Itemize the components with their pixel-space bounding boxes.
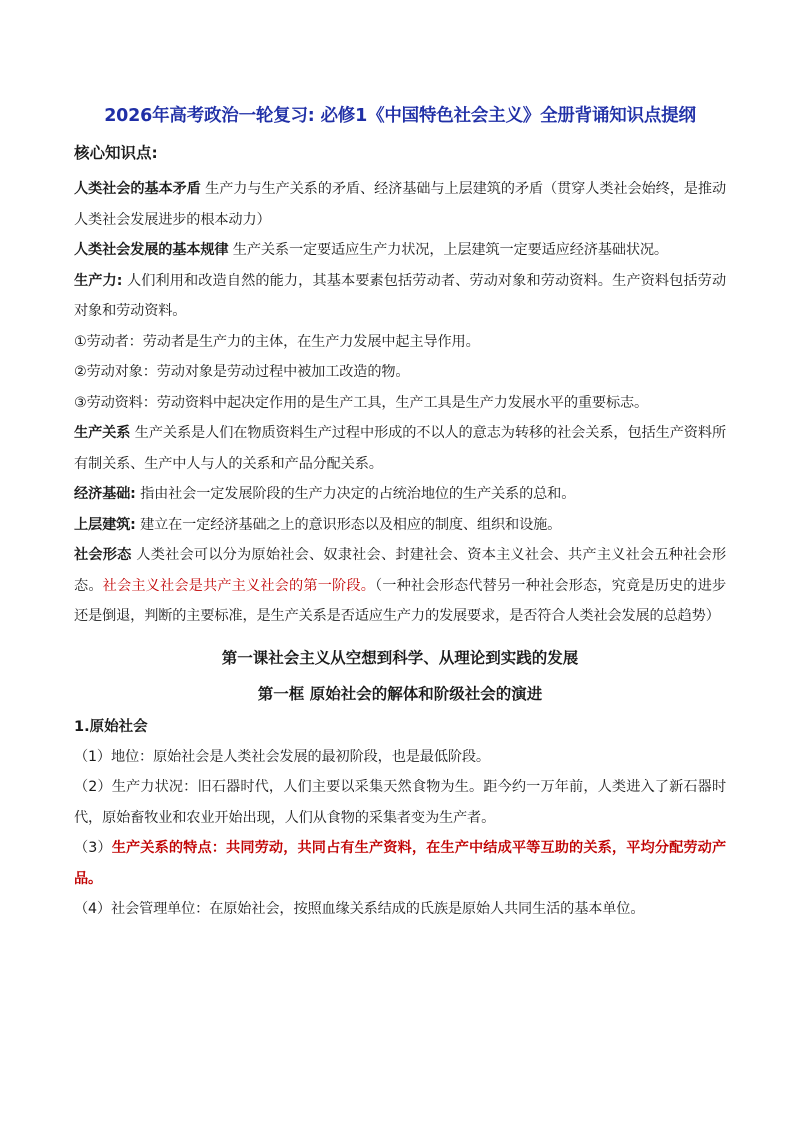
text-social-formation-emphasis: 社会主义社会是共产主义社会的第一阶段。 xyxy=(102,577,376,594)
text-basic-contradiction: 生产力与生产关系的矛盾、经济基础与上层建筑的矛盾（贯穿人类社会始终，是推动人类社会发展进步的根本动力） xyxy=(74,181,726,228)
text-superstructure: 建立在一定经济基础之上的意识形态以及相应的制度、组织和设施。 xyxy=(140,516,562,533)
paragraph-economic-base xyxy=(74,479,726,510)
text-productivity: 人们利用和改造自然的能力，其基本要素包括劳动者、劳动对象和劳动资料。生产资料包括劳动对象和劳动资料。 xyxy=(74,272,726,319)
term-social-formation: 社会形态 xyxy=(74,547,132,563)
lesson-heading: 第一课社会主义从空想到科学、从理论到实践的发展 xyxy=(221,648,579,667)
paragraph-production-relations xyxy=(74,418,726,479)
term-superstructure: 上层建筑: xyxy=(74,516,136,533)
paragraph-productivity xyxy=(74,266,726,327)
paragraph-basic-law xyxy=(74,235,726,266)
core-knowledge-heading: 核心知识点: xyxy=(74,144,158,162)
text-social-formation-2: （一种社会形态代替另一种社会形态，究竟是历史的进步还是倒退，判断的主要标准，是生产关系是否适应生产力的发展要求，是否符合人类社会发展的总趋势） xyxy=(74,577,726,624)
paragraph-management-unit: （4）社会管理单位：在原始社会，按照血缘关系结成的氏族是原始人共同生活的基本单位。 xyxy=(74,901,645,917)
section-heading-primitive-society: 1.原始社会 xyxy=(74,718,148,735)
paragraph-status: （1）地位：原始社会是人类社会发展的最初阶段，也是最低阶段。 xyxy=(74,748,490,765)
text-social-formation-1: 人类社会可以分为原始社会、奴隶社会、封建社会、资本主义社会、共产主义社会五种社会形态。 xyxy=(74,547,726,594)
term-basic-contradiction: 人类社会的基本矛盾 xyxy=(74,181,201,197)
paragraph-basic-contradiction xyxy=(74,174,726,235)
paragraph-labor-means: ③劳动资料：劳动资料中起决定作用的是生产工具，生产工具是生产力发展水平的重要标志。 xyxy=(74,394,649,411)
paragraph-superstructure xyxy=(74,510,726,541)
term-basic-law: 人类社会发展的基本规律 xyxy=(74,242,229,258)
document-page xyxy=(74,104,726,925)
text-relations-prefix: （3） xyxy=(74,840,112,856)
text-economic-base: 指由社会一定发展阶段的生产力决定的占统治地位的生产关系的总和。 xyxy=(140,486,576,502)
paragraph-labor-object: ②劳动对象：劳动对象是劳动过程中被加工改造的物。 xyxy=(74,364,410,380)
frame-heading: 第一框 原始社会的解体和阶级社会的演进 xyxy=(257,684,543,703)
text-production-relations: 生产关系是人们在物质资料生产过程中形成的不以人的意志为转移的社会关系，包括生产资料所有制关系、生产中人与人的关系和产品分配关系。 xyxy=(74,425,726,472)
text-relations-features: 生产关系的特点：共同劳动，共同占有生产资料，在生产中结成平等互助的关系，平均分配劳动产品。 xyxy=(74,840,726,887)
paragraph-laborer: ①劳动者：劳动者是生产力的主体，在生产力发展中起主导作用。 xyxy=(74,333,480,350)
term-production-relations: 生产关系 xyxy=(74,425,131,441)
paragraph-social-formation xyxy=(74,540,726,632)
text-basic-law: 生产关系一定要适应生产力状况，上层建筑一定要适应经济基础状况。 xyxy=(232,242,668,258)
term-economic-base: 经济基础: xyxy=(74,486,136,502)
paragraph-productivity-status: （2）生产力状况：旧石器时代，人们主要以采集天然食物为生。距今约一万年前，人类进入了新石器时代，原始畜牧业和农业开始出现，人们从食物的采集者变为生产者。 xyxy=(74,779,726,826)
term-productivity: 生产力: xyxy=(74,272,123,289)
paragraph-relations-features xyxy=(74,833,726,894)
document-title: 2026年高考政治一轮复习: 必修1《中国特色社会主义》全册背诵知识点提纲 xyxy=(104,106,696,126)
